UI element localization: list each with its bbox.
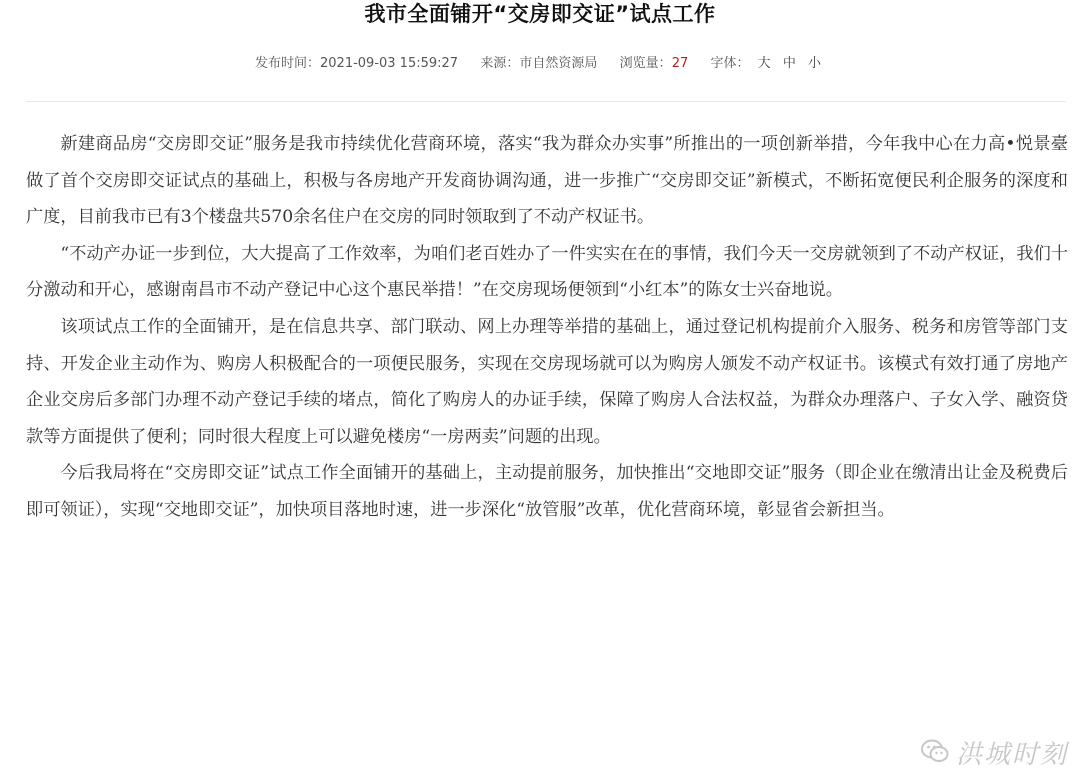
publish-time-label: 发布时间： (254, 56, 320, 71)
article-paragraph: 今后我局将在“交房即交证”试点工作全面铺开的基础上，主动提前服务，加快推出“交地即交证”服务（即企业在缴清出让金及税费后即可领证），实现“交地即交证”，加快项目落地时速，进一步深化“放管服”改革，优化营商环境，彰显省会新担当。 (26, 463, 1068, 520)
article-meta (0, 54, 1080, 74)
font-size-small-button[interactable]: 小 (807, 56, 821, 71)
view-count: 27 (671, 56, 689, 71)
font-size-label: 字体： (710, 56, 750, 71)
source: 市自然资源局 (519, 56, 598, 71)
article-body (26, 126, 1068, 529)
watermark (920, 734, 1068, 771)
article-paragraph: 新建商品房“交房即交证”服务是我市持续优化营商环境，落实“我为群众办实事”所推出的一项创新举措，今年我中心在力高•悦景臺做了首个交房即交证试点的基础上，积极与各房地产开发商协调沟通，进一步推广“交房即交证”新模式，不断拓宽便民利企服务的深度和广度，目前我市已有3个楼盘共570余名住户在交房的同时领取到了不动产权证书。 (26, 134, 1068, 228)
article-paragraph: “不动产办证一步到位，大大提高了工作效率，为咱们老百姓办了一件实实在在的事情，我们今天一交房就领到了不动产权证，我们十分激动和开心，感谢南昌市不动产登记中心这个惠民举措！”在交房现场便领到“小红本”的陈女士兴奋地说。 (26, 243, 1068, 301)
header-divider (26, 101, 1066, 102)
source-label: 来源： (480, 56, 520, 71)
wechat-icon (920, 738, 950, 768)
publish-time: 2021-09-03 15:59:27 (320, 56, 459, 71)
watermark-text: 洪城时刻 (955, 740, 1068, 770)
article-paragraph: 该项试点工作的全面铺开，是在信息共享、部门联动、网上办理等举措的基础上，通过登记机构提前介入服务、税务和房管等部门支持、开发企业主动作为、购房人积极配合的一项便民服务，实现在交房现场就可以为购房人颁发不动产权证书。该模式有效打通了房地产企业交房后多部门办理不动产登记手续的堵点，简化了购房人的办证手续，保障了购房人合法权益，为群众办理落户、子女入学、融资贷款等方面提供了便利；同时很大程度上可以避免楼房“一房两卖”问题的出现。 (26, 316, 1068, 447)
font-size-large-button[interactable]: 大 (757, 56, 771, 71)
font-size-medium-button[interactable]: 中 (782, 56, 796, 71)
article-title: 我市全面铺开“交房即交证”试点工作 (364, 2, 716, 26)
views-label: 浏览量： (619, 56, 672, 71)
